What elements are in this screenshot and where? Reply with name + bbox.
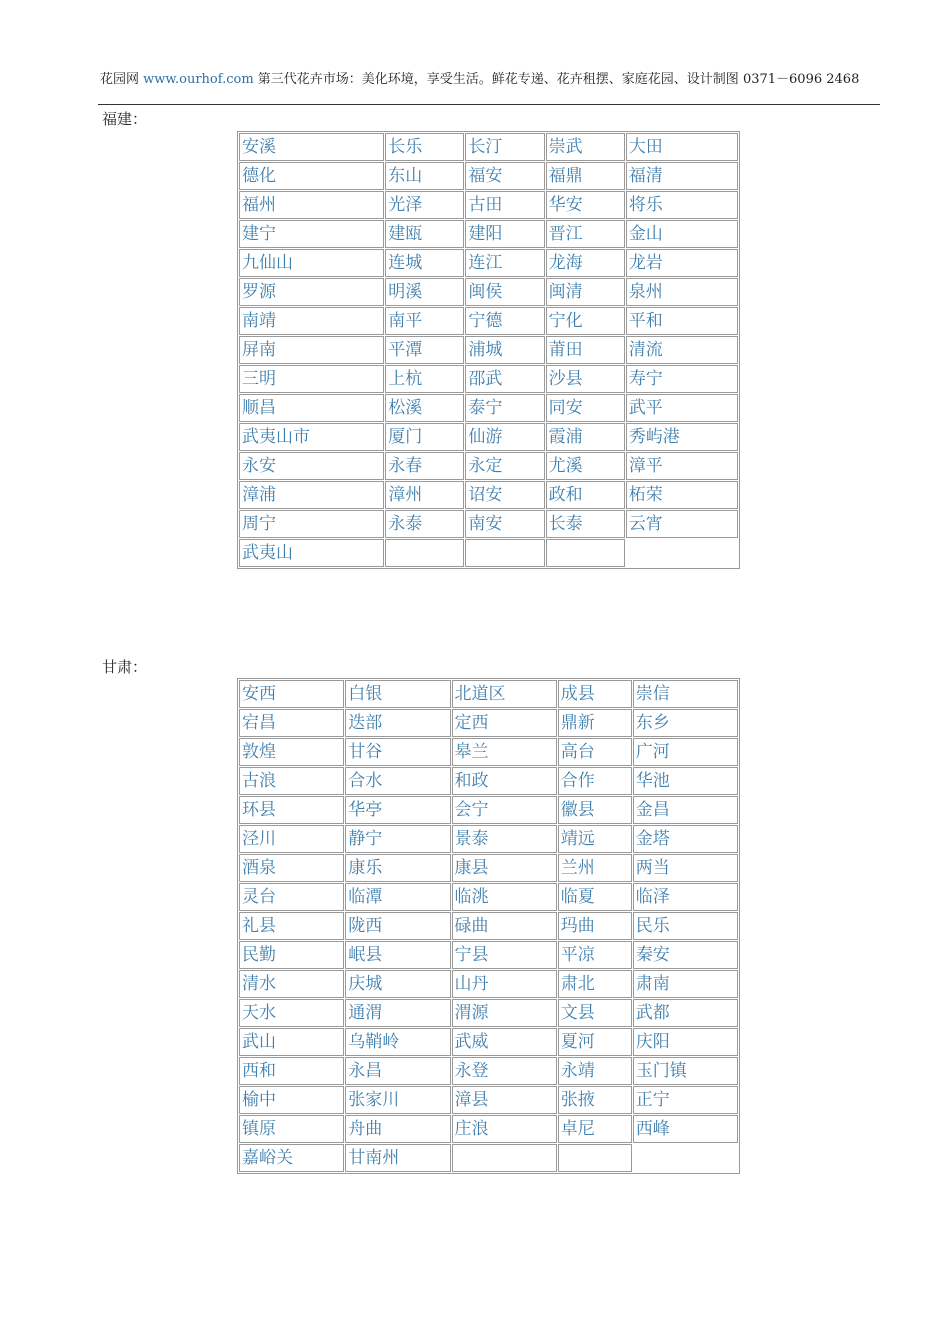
city-cell[interactable]: 高台 [558, 738, 632, 766]
city-cell[interactable]: 武山 [239, 1028, 344, 1056]
city-cell[interactable]: 张掖 [558, 1086, 632, 1114]
city-cell[interactable]: 广河 [633, 738, 738, 766]
city-cell[interactable]: 玉门镇 [633, 1057, 738, 1085]
city-cell[interactable]: 漳浦 [239, 481, 384, 509]
table-row [239, 941, 738, 969]
city-cell[interactable]: 北道区 [452, 680, 557, 708]
city-cell[interactable]: 漳县 [452, 1086, 557, 1114]
city-cell[interactable]: 同安 [546, 394, 625, 422]
city-cell[interactable]: 临夏 [558, 883, 632, 911]
city-cell[interactable]: 合水 [345, 767, 450, 795]
table-row [239, 510, 738, 538]
header-divider [98, 104, 880, 105]
city-cell[interactable]: 建宁 [239, 220, 384, 248]
city-cell[interactable]: 华亭 [345, 796, 450, 824]
city-cell[interactable]: 玛曲 [558, 912, 632, 940]
city-cell[interactable]: 夏河 [558, 1028, 632, 1056]
city-cell[interactable]: 静宁 [345, 825, 450, 853]
city-cell[interactable]: 定西 [452, 709, 557, 737]
table-row [239, 452, 738, 480]
table-row [239, 539, 738, 567]
city-cell[interactable]: 秦安 [633, 941, 738, 969]
city-cell[interactable]: 泉州 [626, 278, 738, 306]
city-cell[interactable]: 碌曲 [452, 912, 557, 940]
city-cell[interactable]: 政和 [546, 481, 625, 509]
city-cell[interactable]: 东山 [385, 162, 464, 190]
city-cell[interactable]: 建阳 [465, 220, 544, 248]
city-cell[interactable]: 古田 [465, 191, 544, 219]
city-cell[interactable]: 连江 [465, 249, 544, 277]
city-cell[interactable]: 肃北 [558, 970, 632, 998]
city-cell[interactable]: 西和 [239, 1057, 344, 1085]
city-cell[interactable]: 宁县 [452, 941, 557, 969]
city-cell[interactable]: 和政 [452, 767, 557, 795]
table-row [239, 970, 738, 998]
gansu-city-table [237, 678, 740, 1174]
fujian-label: 福建： [102, 110, 148, 128]
city-cell[interactable]: 华安 [546, 191, 625, 219]
table-row [239, 854, 738, 882]
city-cell[interactable]: 罗源 [239, 278, 384, 306]
city-cell[interactable]: 景泰 [452, 825, 557, 853]
city-cell[interactable]: 平和 [626, 307, 738, 335]
table-row [239, 365, 738, 393]
city-cell[interactable]: 仙游 [465, 423, 544, 451]
city-cell[interactable]: 宕昌 [239, 709, 344, 737]
city-cell[interactable]: 南平 [385, 307, 464, 335]
city-cell[interactable]: 长乐 [385, 133, 464, 161]
site-url-link[interactable]: www.ourhof.com [143, 72, 254, 87]
city-cell[interactable]: 合作 [558, 767, 632, 795]
table-row [239, 481, 738, 509]
city-cell[interactable]: 甘谷 [345, 738, 450, 766]
city-cell[interactable]: 三明 [239, 365, 384, 393]
site-slogan: 第三代花卉市场：美化环境，享受生活。鲜花专递、花卉租摆、家庭花园、设计制图 [257, 72, 739, 87]
city-cell[interactable]: 金昌 [633, 796, 738, 824]
city-cell[interactable]: 福州 [239, 191, 384, 219]
city-cell[interactable]: 文县 [558, 999, 632, 1027]
table-row [239, 1115, 738, 1143]
city-cell [452, 1144, 557, 1172]
city-cell [465, 539, 544, 567]
city-cell[interactable]: 徽县 [558, 796, 632, 824]
table-row [239, 709, 738, 737]
table-row [239, 307, 738, 335]
city-cell[interactable]: 康乐 [345, 854, 450, 882]
city-cell[interactable]: 霞浦 [546, 423, 625, 451]
city-cell[interactable]: 秀屿港 [626, 423, 738, 451]
city-cell [385, 539, 464, 567]
table-row [239, 1144, 738, 1172]
city-cell[interactable]: 白银 [345, 680, 450, 708]
table-row [239, 1057, 738, 1085]
city-cell[interactable]: 礼县 [239, 912, 344, 940]
city-cell[interactable]: 连城 [385, 249, 464, 277]
city-cell[interactable]: 民勤 [239, 941, 344, 969]
city-cell[interactable]: 古浪 [239, 767, 344, 795]
city-cell[interactable]: 永定 [465, 452, 544, 480]
city-cell[interactable]: 东乡 [633, 709, 738, 737]
city-cell[interactable]: 靖远 [558, 825, 632, 853]
city-cell[interactable]: 临潭 [345, 883, 450, 911]
table-row [239, 133, 738, 161]
site-name: 花园网 [100, 72, 140, 87]
table-row [239, 191, 738, 219]
city-cell[interactable]: 屏南 [239, 336, 384, 364]
city-cell[interactable]: 邵武 [465, 365, 544, 393]
table-row [239, 394, 738, 422]
table-row [239, 1028, 738, 1056]
city-cell[interactable]: 顺昌 [239, 394, 384, 422]
city-cell[interactable]: 武夷山 [239, 539, 384, 567]
city-cell[interactable]: 华池 [633, 767, 738, 795]
city-cell[interactable]: 龙岩 [626, 249, 738, 277]
city-cell[interactable]: 泰宁 [465, 394, 544, 422]
city-cell[interactable]: 闽清 [546, 278, 625, 306]
city-cell [626, 539, 738, 567]
city-cell[interactable]: 宁化 [546, 307, 625, 335]
city-cell[interactable]: 宁德 [465, 307, 544, 335]
city-cell[interactable]: 临泽 [633, 883, 738, 911]
city-cell[interactable]: 永昌 [345, 1057, 450, 1085]
table-row [239, 1086, 738, 1114]
city-cell[interactable]: 镇原 [239, 1115, 344, 1143]
city-cell[interactable]: 平潭 [385, 336, 464, 364]
city-cell[interactable]: 舟曲 [345, 1115, 450, 1143]
city-cell[interactable]: 乌鞘岭 [345, 1028, 450, 1056]
city-cell[interactable]: 天水 [239, 999, 344, 1027]
city-cell[interactable]: 福安 [465, 162, 544, 190]
city-cell [546, 539, 625, 567]
city-cell[interactable]: 松溪 [385, 394, 464, 422]
city-cell[interactable]: 武平 [626, 394, 738, 422]
city-cell[interactable]: 清水 [239, 970, 344, 998]
table-row [239, 249, 738, 277]
city-cell[interactable]: 康县 [452, 854, 557, 882]
city-cell[interactable]: 武都 [633, 999, 738, 1027]
table-row [239, 336, 738, 364]
city-cell[interactable]: 清流 [626, 336, 738, 364]
city-cell[interactable]: 肃南 [633, 970, 738, 998]
city-cell[interactable]: 闽侯 [465, 278, 544, 306]
city-cell[interactable]: 陇西 [345, 912, 450, 940]
city-cell[interactable]: 漳平 [626, 452, 738, 480]
city-cell[interactable]: 德化 [239, 162, 384, 190]
city-cell[interactable]: 莆田 [546, 336, 625, 364]
city-cell[interactable]: 永登 [452, 1057, 557, 1085]
city-cell[interactable]: 敦煌 [239, 738, 344, 766]
city-cell[interactable]: 泾川 [239, 825, 344, 853]
city-cell[interactable]: 岷县 [345, 941, 450, 969]
table-row [239, 999, 738, 1027]
city-cell[interactable]: 云宵 [626, 510, 738, 538]
city-cell[interactable]: 西峰 [633, 1115, 738, 1143]
city-cell[interactable]: 正宁 [633, 1086, 738, 1114]
city-cell[interactable]: 福清 [626, 162, 738, 190]
city-cell[interactable]: 通渭 [345, 999, 450, 1027]
city-cell[interactable]: 环县 [239, 796, 344, 824]
city-cell[interactable]: 大田 [626, 133, 738, 161]
city-cell[interactable]: 晋江 [546, 220, 625, 248]
city-cell[interactable]: 周宁 [239, 510, 384, 538]
city-cell[interactable]: 漳州 [385, 481, 464, 509]
city-cell[interactable]: 庄浪 [452, 1115, 557, 1143]
city-cell[interactable]: 明溪 [385, 278, 464, 306]
city-cell[interactable]: 灵台 [239, 883, 344, 911]
city-cell[interactable]: 甘南州 [345, 1144, 450, 1172]
city-cell[interactable]: 安西 [239, 680, 344, 708]
city-cell[interactable]: 柘荣 [626, 481, 738, 509]
phone-number: 0371－6096 2468 [742, 72, 860, 87]
table-row [239, 796, 738, 824]
city-cell[interactable]: 永安 [239, 452, 384, 480]
city-cell[interactable]: 福鼎 [546, 162, 625, 190]
table-row [239, 278, 738, 306]
city-cell[interactable]: 酒泉 [239, 854, 344, 882]
table-row [239, 767, 738, 795]
city-cell[interactable]: 民乐 [633, 912, 738, 940]
city-cell[interactable]: 浦城 [465, 336, 544, 364]
city-cell[interactable]: 临洮 [452, 883, 557, 911]
table-row [239, 220, 738, 248]
city-cell[interactable]: 山丹 [452, 970, 557, 998]
city-cell[interactable]: 兰州 [558, 854, 632, 882]
city-cell[interactable]: 平凉 [558, 941, 632, 969]
city-cell[interactable]: 鼎新 [558, 709, 632, 737]
city-cell[interactable]: 光泽 [385, 191, 464, 219]
city-cell[interactable]: 庆阳 [633, 1028, 738, 1056]
city-cell[interactable]: 金山 [626, 220, 738, 248]
city-cell[interactable]: 南靖 [239, 307, 384, 335]
city-cell[interactable]: 长汀 [465, 133, 544, 161]
city-cell[interactable]: 诏安 [465, 481, 544, 509]
fujian-city-table [237, 131, 740, 569]
city-cell[interactable]: 永泰 [385, 510, 464, 538]
gansu-label: 甘肃： [102, 658, 148, 676]
city-cell[interactable]: 尤溪 [546, 452, 625, 480]
city-cell[interactable]: 卓尼 [558, 1115, 632, 1143]
table-row [239, 162, 738, 190]
city-cell[interactable]: 厦门 [385, 423, 464, 451]
city-cell[interactable]: 建瓯 [385, 220, 464, 248]
city-cell[interactable]: 金塔 [633, 825, 738, 853]
city-cell[interactable]: 龙海 [546, 249, 625, 277]
city-cell[interactable]: 嘉峪关 [239, 1144, 344, 1172]
city-cell [558, 1144, 632, 1172]
city-cell[interactable]: 会宁 [452, 796, 557, 824]
city-cell[interactable]: 榆中 [239, 1086, 344, 1114]
table-row [239, 423, 738, 451]
city-cell[interactable]: 寿宁 [626, 365, 738, 393]
table-row [239, 738, 738, 766]
city-cell[interactable]: 长泰 [546, 510, 625, 538]
city-cell[interactable]: 成县 [558, 680, 632, 708]
city-cell[interactable]: 永靖 [558, 1057, 632, 1085]
city-cell[interactable]: 武威 [452, 1028, 557, 1056]
page-header [100, 68, 880, 87]
city-cell[interactable]: 渭源 [452, 999, 557, 1027]
city-cell[interactable]: 九仙山 [239, 249, 384, 277]
table-row [239, 883, 738, 911]
table-row [239, 680, 738, 708]
city-cell[interactable]: 永春 [385, 452, 464, 480]
city-cell[interactable]: 安溪 [239, 133, 384, 161]
city-cell[interactable]: 崇信 [633, 680, 738, 708]
city-cell[interactable]: 沙县 [546, 365, 625, 393]
city-cell [633, 1144, 738, 1172]
table-row [239, 912, 738, 940]
city-cell[interactable]: 上杭 [385, 365, 464, 393]
table-row [239, 825, 738, 853]
city-cell[interactable]: 将乐 [626, 191, 738, 219]
city-cell[interactable]: 武夷山市 [239, 423, 384, 451]
city-cell[interactable]: 崇武 [546, 133, 625, 161]
city-cell[interactable]: 庆城 [345, 970, 450, 998]
city-cell[interactable]: 迭部 [345, 709, 450, 737]
city-cell[interactable]: 南安 [465, 510, 544, 538]
city-cell[interactable]: 两当 [633, 854, 738, 882]
city-cell[interactable]: 张家川 [345, 1086, 450, 1114]
city-cell[interactable]: 皋兰 [452, 738, 557, 766]
